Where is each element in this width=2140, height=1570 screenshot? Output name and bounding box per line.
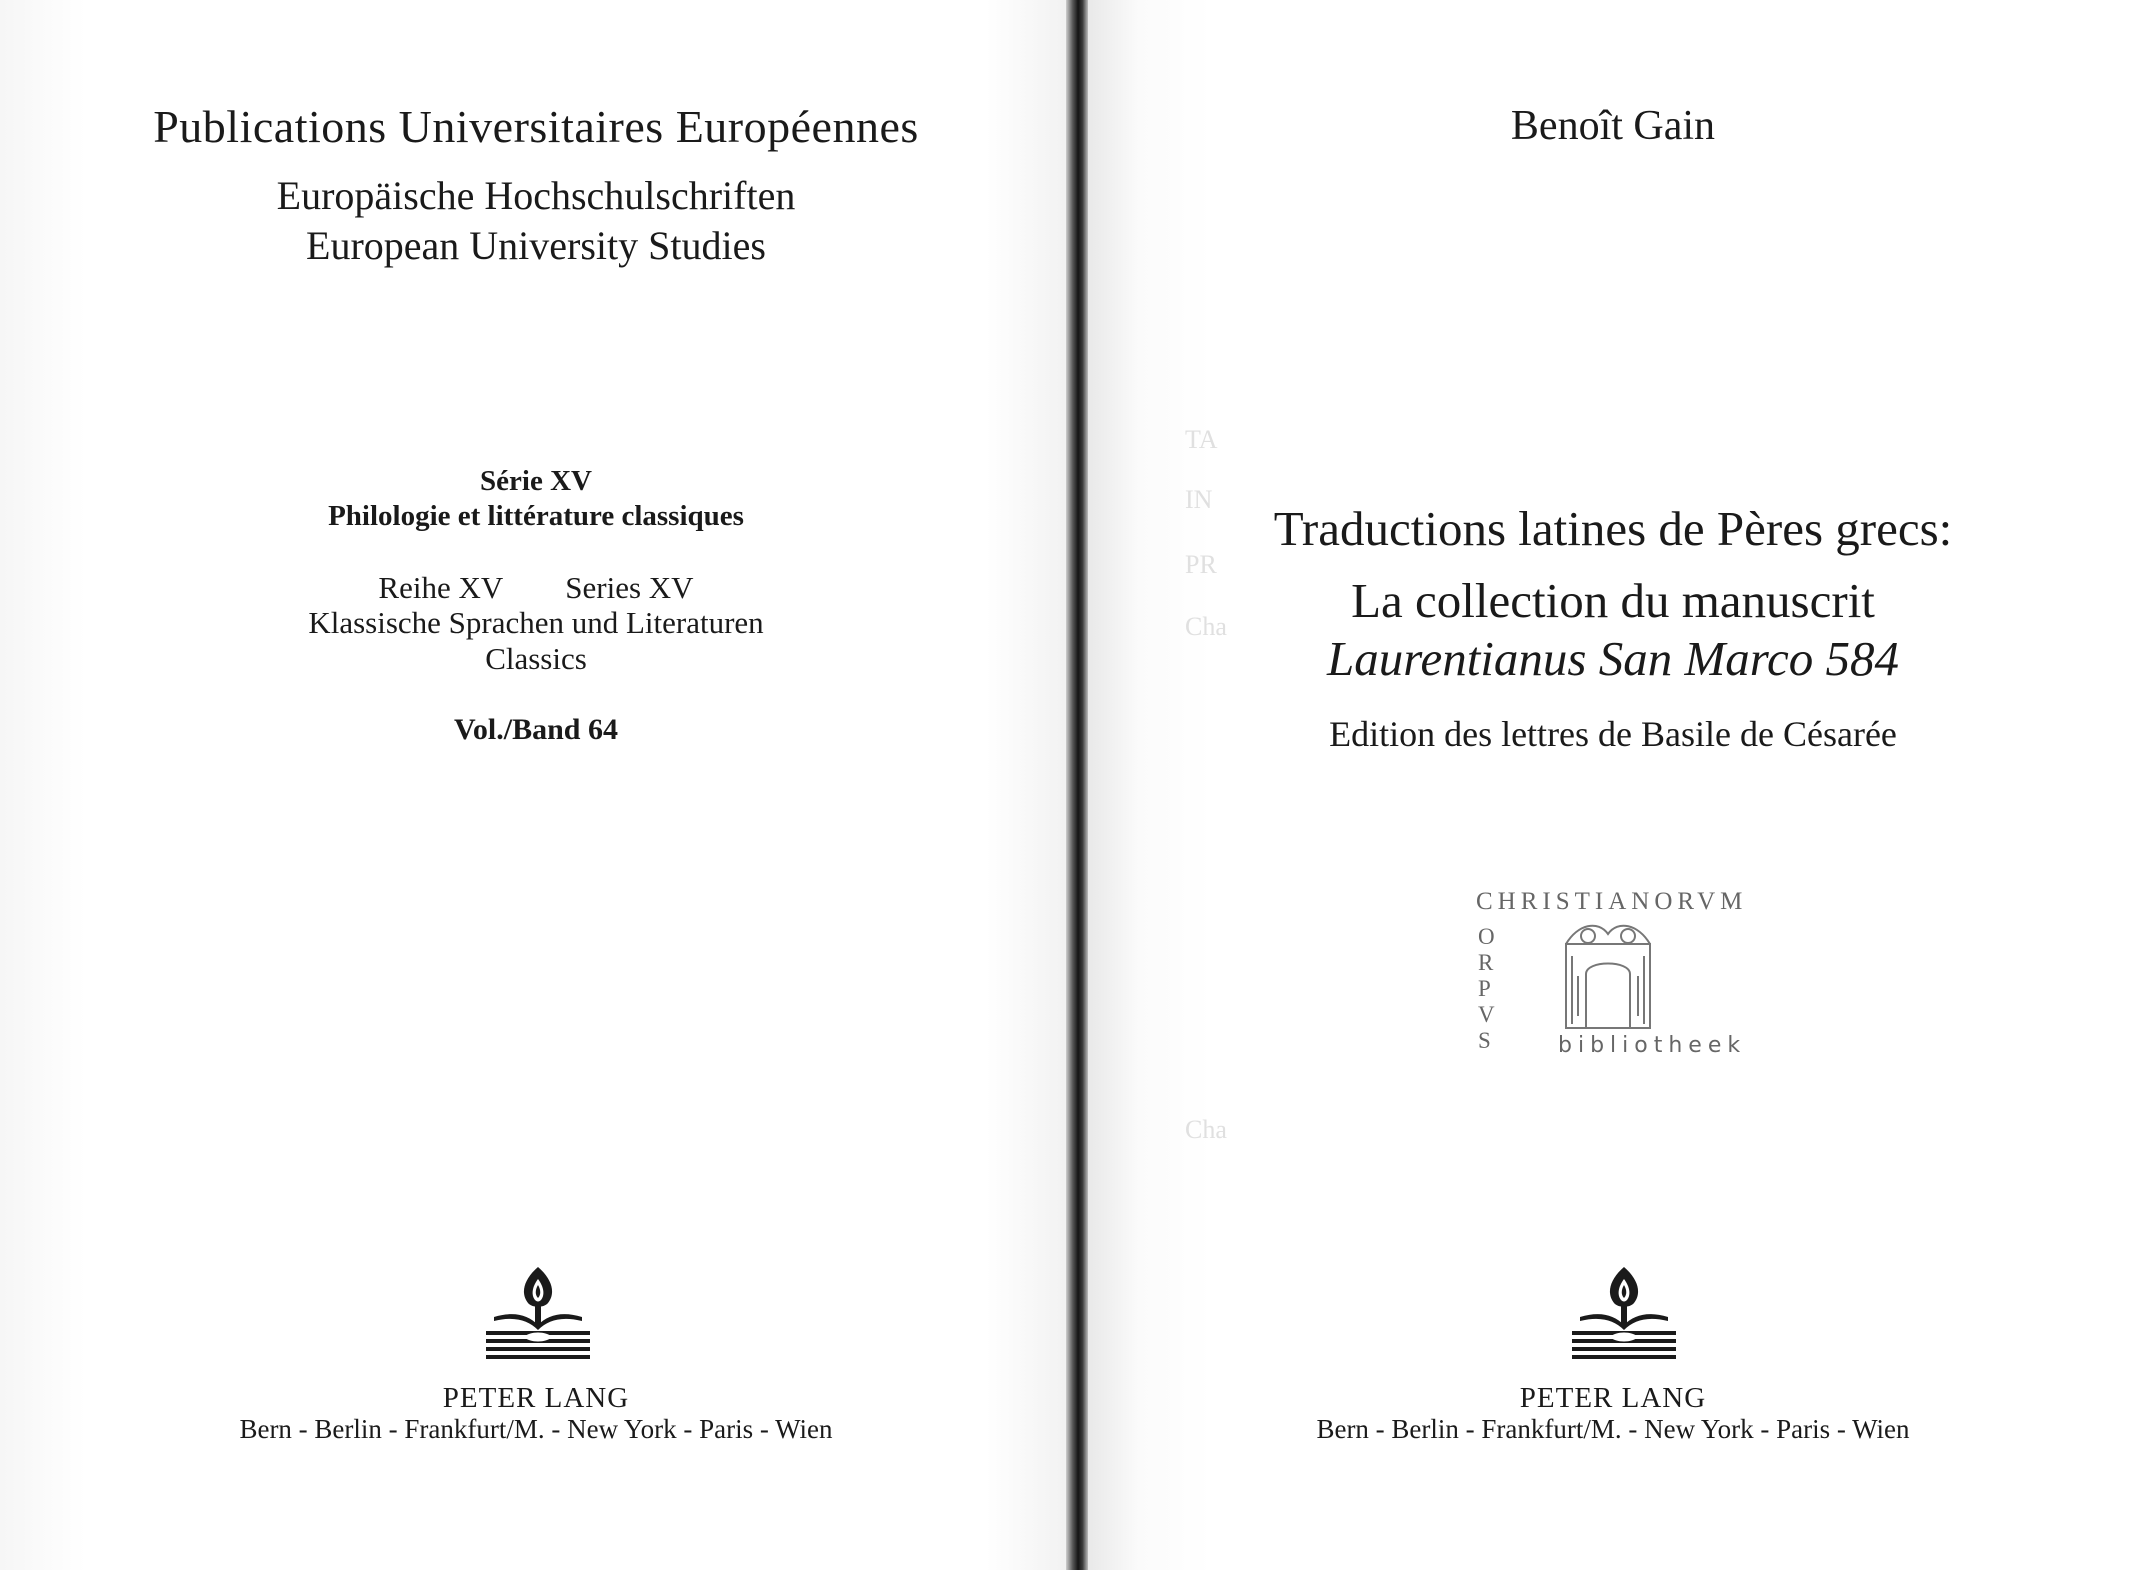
show-through-text: Cha (1185, 612, 1227, 641)
stamp-letter: P (1478, 976, 1491, 1001)
publisher-logo-icon (1570, 1265, 1678, 1365)
book-title-line1: Traductions latines de Pères grecs: (1273, 501, 1953, 556)
book-title-line2: La collection du manuscrit (1351, 573, 1875, 628)
reihe-series-row (0, 570, 1072, 606)
stamp-header: CHRISTIANORVM (1476, 888, 1748, 915)
author-name: Benoît Gain (1510, 103, 1716, 149)
series-label: Series XV (565, 570, 694, 605)
publisher-name: PETER LANG (442, 1382, 630, 1414)
series-title-german: Europäische Hochschulschriften (276, 173, 796, 218)
show-through-text: PR (1185, 550, 1217, 579)
series-title: Publications Universitaires Européennes (153, 101, 919, 152)
stamp-letter: R (1478, 950, 1494, 975)
show-through-text: TA (1185, 425, 1218, 454)
serie-subject: Philologie et littérature classiques (328, 500, 744, 532)
series-title-english: European University Studies (306, 223, 766, 268)
library-stamp (1476, 888, 1776, 1068)
library-stamp-icon (1558, 916, 1658, 1031)
stamp-letter: S (1478, 1028, 1491, 1053)
publisher-logo-icon (484, 1265, 592, 1365)
series-subject: Classics (485, 641, 587, 676)
stamp-letter: O (1478, 924, 1495, 949)
stamp-footer: bibliotheek (1558, 1033, 1747, 1058)
show-through-text: IN (1185, 485, 1213, 514)
book-subtitle: Edition des lettres de Basile de Césarée (1329, 714, 1897, 754)
volume-number: Vol./Band 64 (454, 713, 618, 746)
show-through-text: Cha (1185, 1115, 1227, 1144)
reihe-subject: Klassische Sprachen und Literaturen (308, 605, 764, 640)
reihe-label: Reihe XV (378, 570, 504, 605)
publisher-cities: Bern - Berlin - Frankfurt/M. - New York - Paris - Wien (239, 1414, 833, 1444)
publisher-name: PETER LANG (1519, 1382, 1707, 1414)
book-title-line3: Laurentianus San Marco 584 (1326, 631, 1900, 686)
serie-label: Série XV (480, 465, 592, 497)
publisher-cities: Bern - Berlin - Frankfurt/M. - New York - Paris - Wien (1316, 1414, 1910, 1444)
stamp-letter: V (1478, 1002, 1495, 1027)
